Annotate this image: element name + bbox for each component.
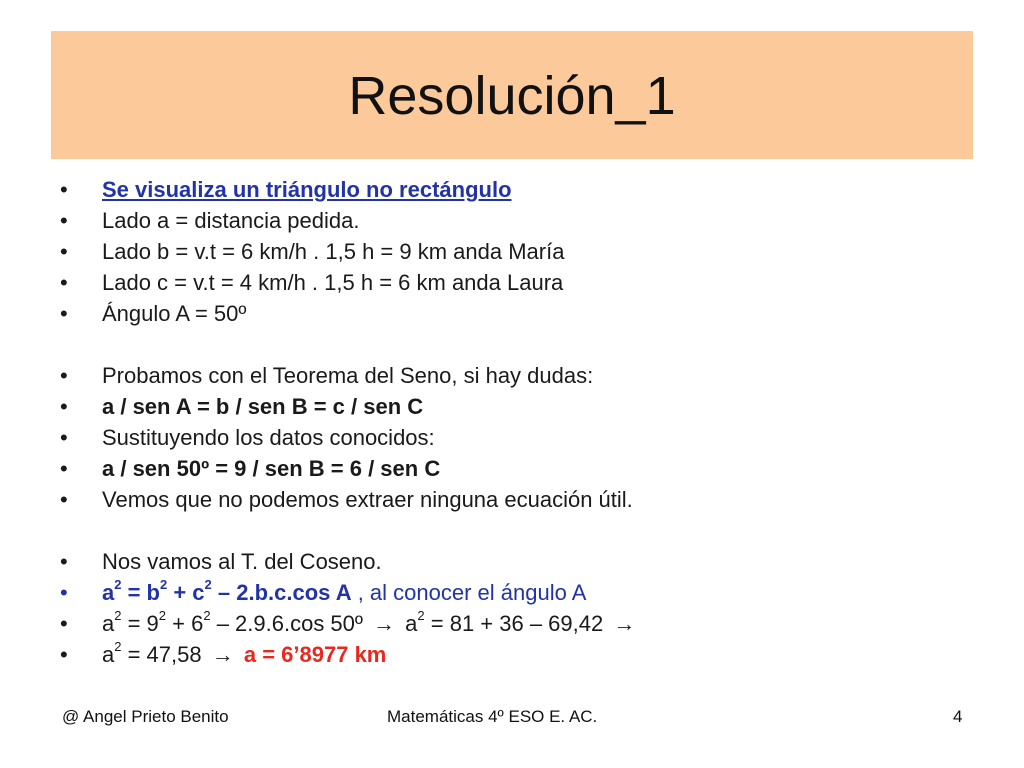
bullet-dot: •	[60, 208, 68, 233]
bullet-item	[60, 205, 980, 236]
arrow-icon: →	[211, 642, 234, 667]
bullet-dot: •	[60, 549, 68, 574]
bullet-item	[60, 453, 980, 484]
bullet-item	[60, 174, 980, 205]
bullet-item	[60, 546, 980, 577]
sine-law-formula: a / sen A = b / sen B = c / sen C	[102, 394, 424, 419]
bullet-text: Lado a = distancia pedida.	[102, 208, 360, 233]
bullet-text: Se visualiza un triángulo no rectángulo	[102, 177, 512, 202]
footer-author: @ Angel Prieto Benito	[62, 707, 229, 726]
spacer	[60, 515, 980, 546]
bullet-dot: •	[60, 611, 68, 636]
bullet-dot: •	[60, 580, 68, 605]
bullet-item	[60, 360, 980, 391]
bullet-item	[60, 267, 980, 298]
bullet-text: Probamos con el Teorema del Seno, si hay dudas:	[102, 363, 594, 388]
slide-title: Resolución_1	[348, 66, 676, 126]
bullet-dot: •	[60, 270, 68, 295]
final-calculation: $a^2 = 47,58 \to a$ = 6’8977 km	[102, 642, 386, 667]
bullet-item	[60, 236, 980, 267]
bullet-item	[60, 608, 980, 639]
cosine-law-formula: $a^2 = b^2 + c^2 - 2.b.c.\cos$ A	[102, 576, 352, 605]
bullet-dot: •	[60, 642, 68, 667]
bullet-dot: •	[60, 177, 68, 202]
cosine-substitution: $a^2 = 9^2 + 6^2 - 2.9.6.\cos$ 50º → $a^2 = 81 + 36 - 69,42$ →	[102, 611, 639, 636]
bullet-dot: •	[60, 363, 68, 388]
footer-course: Matemáticas 4º ESO E. AC.	[387, 707, 598, 726]
bullet-item	[60, 639, 980, 670]
title-band	[51, 31, 973, 159]
bullet-dot: •	[60, 394, 68, 419]
bullet-text: Nos vamos al T. del Coseno.	[102, 549, 382, 574]
bullet-dot: •	[60, 487, 68, 512]
bullet-item	[60, 298, 980, 329]
result-value: a = 6’8977 km	[243, 642, 387, 667]
bullet-text: Lado c = v.t = 4 km/h . 1,5 h = 6 km anda Laura	[102, 270, 564, 295]
footer-page-number: 4	[953, 707, 963, 726]
bullet-text: , al conocer el ángulo A	[351, 580, 587, 605]
bullet-dot: •	[60, 239, 68, 264]
arrow-icon: →	[373, 611, 396, 636]
spacer	[60, 329, 980, 360]
bullet-text: Sustituyendo los datos conocidos:	[102, 425, 435, 450]
bullet-item	[60, 391, 980, 422]
bullet-dot: •	[60, 425, 68, 450]
bullet-text: Lado b = v.t = 6 km/h . 1,5 h = 9 km anda María	[102, 239, 565, 264]
bullet-text: Ángulo A = 50º	[102, 301, 247, 326]
bullet-dot: •	[60, 456, 68, 481]
bullet-list	[60, 174, 980, 670]
arrow-icon: →	[613, 611, 636, 636]
bullet-text: Vemos que no podemos extraer ninguna ecuación útil.	[102, 487, 633, 512]
sine-law-substituted: a / sen 50º = 9 / sen B = 6 / sen C	[102, 456, 441, 481]
bullet-item	[60, 484, 980, 515]
bullet-item	[60, 577, 980, 608]
bullet-item	[60, 422, 980, 453]
bullet-dot: •	[60, 301, 68, 326]
